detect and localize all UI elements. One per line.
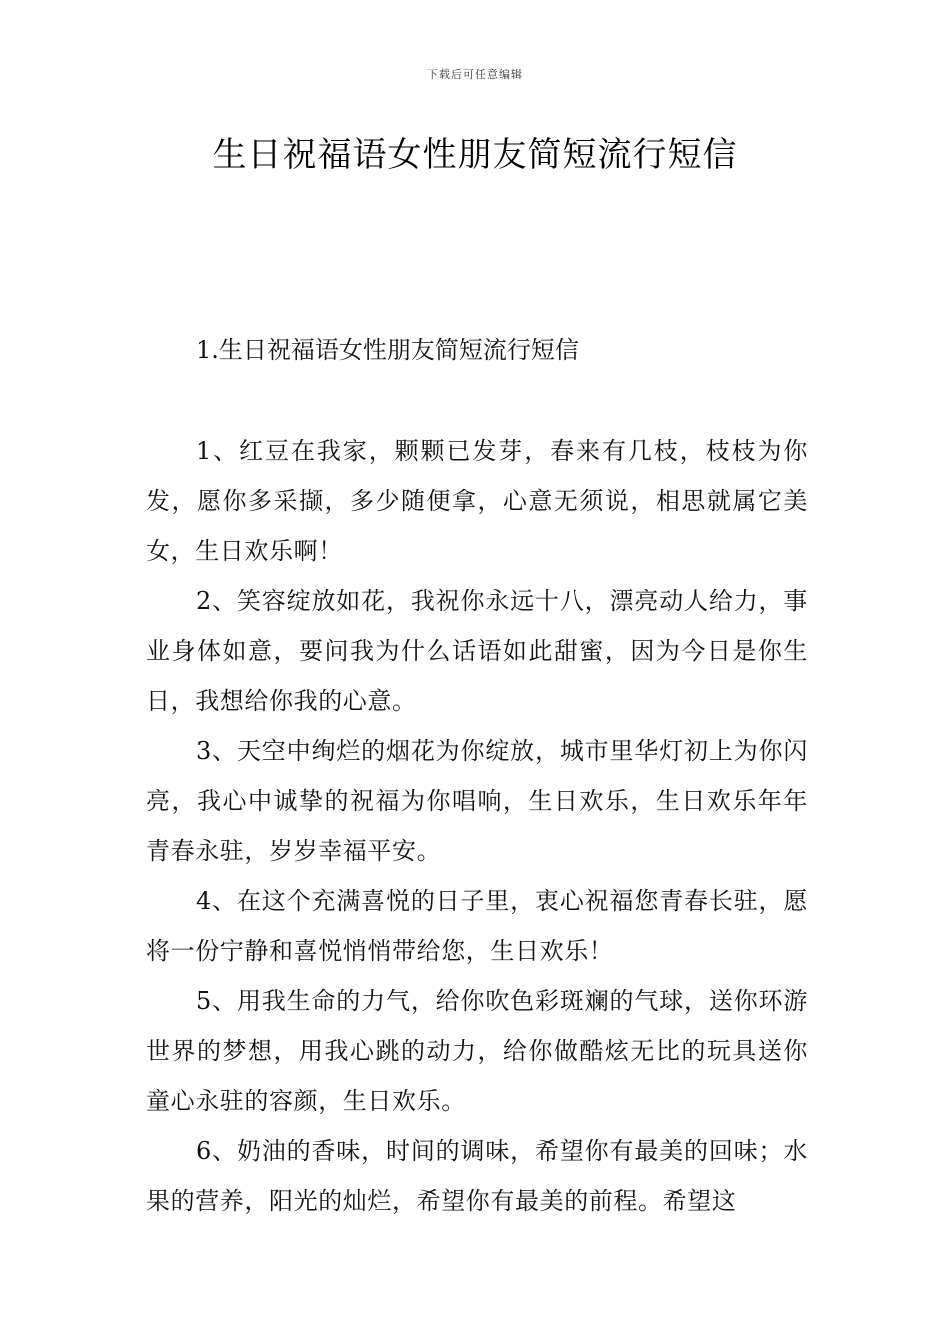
section-heading: 1.生日祝福语女性朋友简短流行短信: [196, 336, 579, 364]
paragraph-5: 5、用我生命的力气，给你吹色彩斑斓的气球，送你环游世界的梦想，用我心跳的动力，给你做酷炫无比的玩具送你童心永驻的容颜，生日欢乐。: [146, 987, 808, 1115]
paragraph-2: 2、笑容绽放如花，我祝你永远十八，漂亮动人给力，事业身体如意，要问我为什么话语如此甜蜜，因为今日是你生日，我想给你我的心意。: [146, 587, 808, 715]
header-note: 下载后可任意编辑: [427, 68, 523, 81]
document-title: 生日祝福语女性朋友简短流行短信: [212, 135, 738, 175]
paragraph-3: 3、天空中绚烂的烟花为你绽放，城市里华灯初上为你闪亮，我心中诚挚的祝福为你唱响，生日欢乐，生日欢乐年年青春永驻，岁岁幸福平安。: [146, 737, 808, 865]
paragraph-4: 4、在这个充满喜悦的日子里，衷心祝福您青春长驻，愿将一份宁静和喜悦悄悄带给您，生日欢乐！: [146, 887, 808, 965]
paragraph-6: 6、奶油的香味，时间的调味，希望你有最美的回味；水果的营养，阳光的灿烂，希望你有最美的前程。希望这: [146, 1137, 808, 1215]
document-body: [146, 426, 808, 1226]
paragraph-1: 1、红豆在我家，颗颗已发芽，春来有几枝，枝枝为你发，愿你多采撷，多少随便拿，心意无须说，相思就属它美女，生日欢乐啊！: [146, 437, 808, 565]
